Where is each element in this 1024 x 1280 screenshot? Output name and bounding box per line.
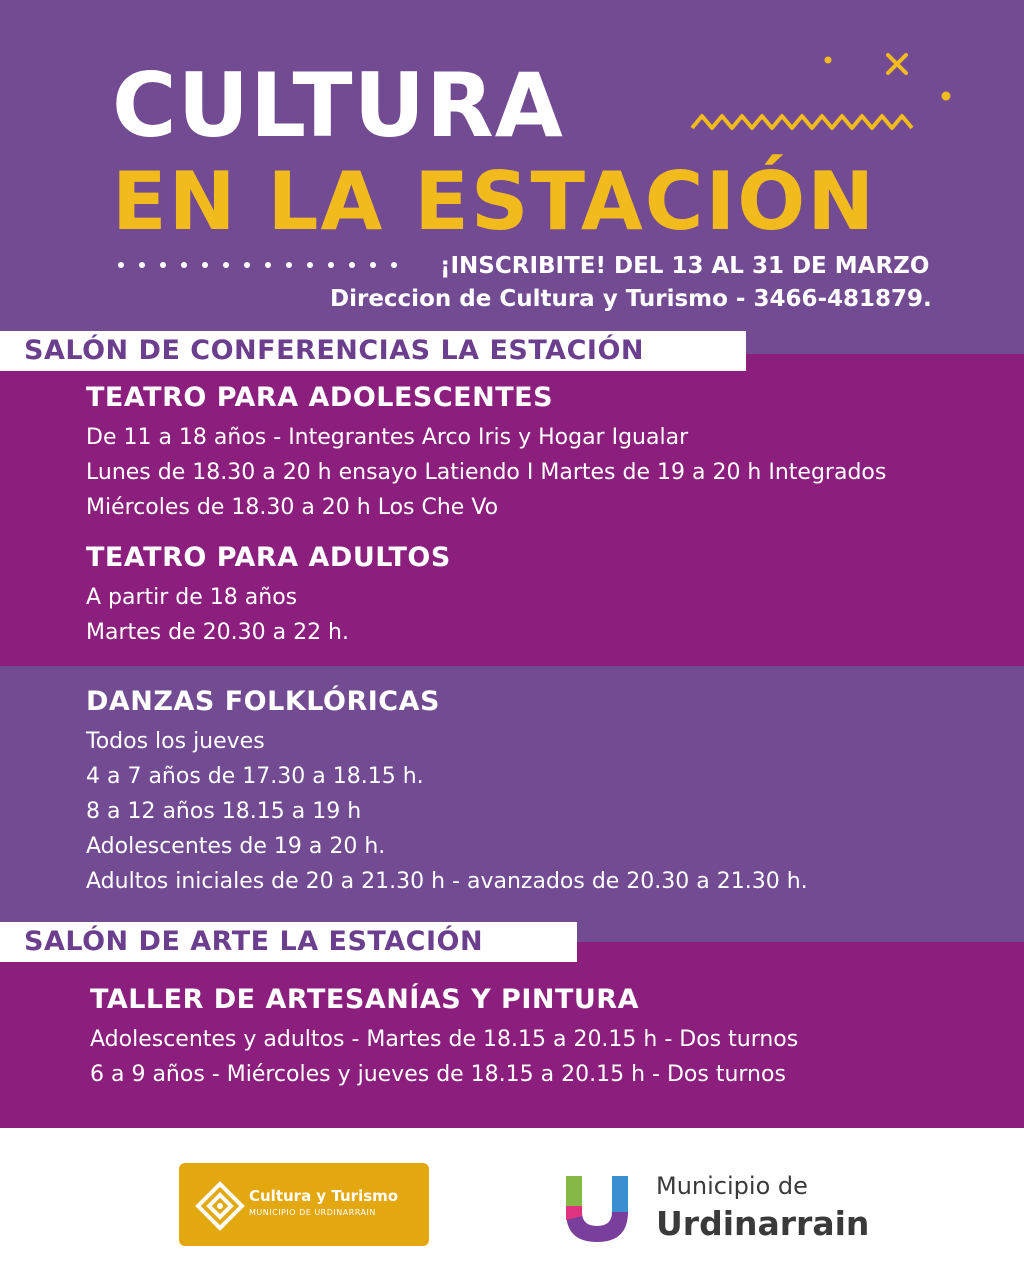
section-danzas-folkloricas	[86, 684, 808, 899]
section-line: 6 a 9 años - Miércoles y jueves de 18.15 a 20.15 h - Dos turnos	[90, 1062, 786, 1087]
section-teatro-adultos	[86, 540, 451, 650]
section-line: 8 a 12 años 18.15 a 19 h	[86, 799, 362, 824]
municipio-label: Municipio de	[656, 1172, 808, 1200]
cultura-logo-subtitle: MUNICIPIO DE URDINARRAIN	[249, 1208, 376, 1217]
section-line: De 11 a 18 años - Integrantes Arco Iris y Hogar Igualar	[86, 425, 689, 450]
cultura-emblem-icon	[195, 1181, 245, 1231]
venue-conferencias-label: SALÓN DE CONFERENCIAS LA ESTACIÓN	[0, 331, 746, 371]
decoration-group	[690, 48, 960, 136]
section-line: Adultos iniciales de 20 a 21.30 h - avanzados de 20.30 a 21.30 h.	[86, 869, 808, 894]
section-line: Lunes de 18.30 a 20 h ensayo Latiendo I Martes de 19 a 20 h Integrados	[86, 460, 887, 485]
section-line: Adolescentes y adultos - Martes de 18.15 a 20.15 h - Dos turnos	[90, 1027, 799, 1052]
section-teatro-adolescentes	[86, 380, 886, 525]
section-line: Adolescentes de 19 a 20 h.	[86, 834, 386, 859]
section-title: TEATRO PARA ADULTOS	[86, 542, 451, 573]
section-line: Miércoles de 18.30 a 20 h Los Che Vo	[86, 495, 499, 520]
dotted-separator	[118, 262, 397, 268]
inscription-dates: ¡INSCRIBITE! DEL 13 AL 31 DE MARZO	[440, 253, 930, 279]
section-line: Martes de 20.30 a 22 h.	[86, 620, 349, 645]
section-title: TALLER DE ARTESANÍAS Y PINTURA	[90, 984, 639, 1015]
zigzag-decoration-icon	[692, 116, 912, 128]
x-decoration-icon	[888, 55, 906, 73]
dot-decoration-icon	[825, 57, 832, 64]
section-line: Todos los jueves	[86, 729, 265, 754]
title-line-2: EN LA ESTACIÓN	[112, 155, 877, 248]
urdinarrain-u-logo-icon	[566, 1176, 630, 1242]
municipio-logo	[566, 1172, 886, 1244]
section-taller-artesanias	[90, 982, 798, 1092]
section-line: A partir de 18 años	[86, 585, 298, 610]
section-title: TEATRO PARA ADOLESCENTES	[86, 382, 554, 413]
section-line: 4 a 7 años de 17.30 a 18.15 h.	[86, 764, 424, 789]
cultura-turismo-logo	[179, 1163, 429, 1246]
urdinarrain-label: Urdinarrain	[656, 1204, 870, 1243]
section-title: DANZAS FOLKLÓRICAS	[86, 686, 440, 717]
dot-decoration-icon	[942, 92, 951, 101]
cultura-logo-title: Cultura y Turismo	[249, 1187, 399, 1205]
contact-info: Direccion de Cultura y Turismo - 3466-481879.	[330, 286, 932, 312]
title-line-1: CULTURA	[112, 54, 564, 157]
venue-arte-label: SALÓN DE ARTE LA ESTACIÓN	[0, 922, 577, 962]
